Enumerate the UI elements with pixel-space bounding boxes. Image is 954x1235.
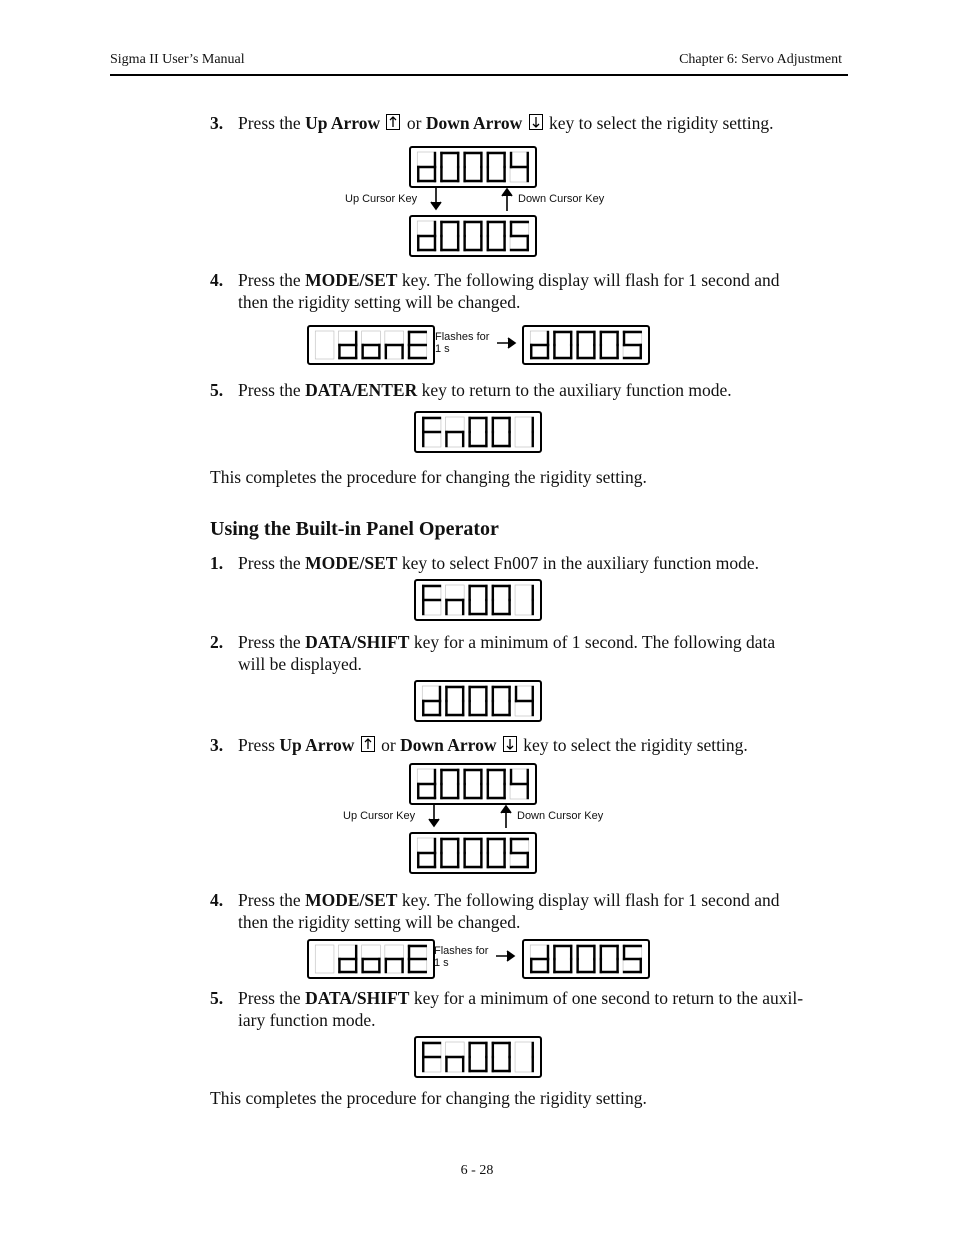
- seven-seg-display: [416, 682, 540, 720]
- lcd-display: [414, 579, 542, 621]
- down-arrow-icon: [427, 803, 441, 829]
- right-arrow-icon: [495, 950, 517, 962]
- step-4-a-line2: then the rigidity setting will be changed.: [238, 292, 521, 312]
- down-arrow-key-icon: [503, 736, 517, 752]
- lcd-display: [409, 832, 537, 874]
- step-5-a: 5. Press the DATA/ENTER key to return to the auxiliary function mode.: [210, 380, 732, 400]
- step-4-a: 4. Press the MODE/SET key. The following display will flash for 1 second and: [210, 270, 780, 290]
- lcd-display: [409, 763, 537, 805]
- up-arrow-icon: [500, 186, 514, 212]
- step-4-b: 4. Press the MODE/SET key. The following display will flash for 1 second and: [210, 890, 780, 910]
- seven-seg-display: [309, 327, 433, 363]
- lcd-display: [409, 215, 537, 257]
- up-arrow-key-icon: [386, 114, 400, 130]
- seven-seg-display: [416, 413, 540, 451]
- header-chapter-title: Chapter 6: Servo Adjustment: [679, 52, 842, 67]
- seven-seg-display: [411, 765, 535, 803]
- down-arrow-key-icon: [529, 114, 543, 130]
- step-2-b: 2. Press the DATA/SHIFT key for a minimum of 1 second. The following data: [210, 632, 776, 652]
- page-number: 6 - 28: [460, 1163, 494, 1178]
- seven-seg-display: [524, 327, 648, 363]
- seven-seg-display: [416, 581, 540, 619]
- up-arrow-icon: [499, 803, 513, 829]
- seven-seg-display: [411, 834, 535, 872]
- header-rule: [110, 74, 848, 76]
- down-cursor-key-label: Down Cursor Key: [518, 193, 605, 205]
- lcd-display: [522, 939, 650, 979]
- up-cursor-key-label: Up Cursor Key: [343, 810, 416, 822]
- step-5-b: 5. Press the DATA/SHIFT key for a minimum of one second to return to the auxil-: [210, 988, 804, 1008]
- step-5-b-line2: iary function mode.: [238, 1010, 376, 1030]
- step-3-a: 3. Press the Up Arrow or Down Arrow key to select the rigidity setting.: [210, 113, 774, 133]
- lcd-display: [307, 325, 435, 365]
- step-3-b: 3. Press Up Arrow or Down Arrow key to select the rigidity setting.: [210, 735, 748, 755]
- seven-seg-display: [309, 941, 433, 977]
- lcd-display: [409, 146, 537, 188]
- seven-seg-display: [524, 941, 648, 977]
- seven-seg-display: [411, 217, 535, 255]
- right-arrow-icon: [496, 337, 518, 349]
- up-cursor-key-label: Up Cursor Key: [345, 193, 418, 205]
- down-cursor-key-label: Down Cursor Key: [517, 810, 604, 822]
- up-arrow-key-icon: [361, 736, 375, 752]
- seven-seg-display: [416, 1038, 540, 1076]
- lcd-display: [522, 325, 650, 365]
- completion-b: This completes the procedure for changing the rigidity setting.: [210, 1088, 647, 1108]
- flash-caption: Flashes for 1 s: [434, 945, 489, 969]
- completion-a: This completes the procedure for changing the rigidity setting.: [210, 467, 647, 487]
- step-1-b: 1. Press the MODE/SET key to select Fn007 in the auxiliary function mode.: [210, 553, 760, 573]
- section-heading: Using the Built-in Panel Operator: [210, 518, 499, 540]
- lcd-display: [307, 939, 435, 979]
- step-4-b-line2: then the rigidity setting will be changed.: [238, 912, 521, 932]
- seven-seg-display: [411, 148, 535, 186]
- flash-caption: Flashes for 1 s: [435, 331, 490, 355]
- lcd-display: [414, 680, 542, 722]
- lcd-display: [414, 411, 542, 453]
- down-arrow-icon: [429, 186, 443, 212]
- header-manual-title: Sigma II User’s Manual: [110, 52, 245, 67]
- step-2-b-line2: will be displayed.: [238, 654, 362, 674]
- lcd-display: [414, 1036, 542, 1078]
